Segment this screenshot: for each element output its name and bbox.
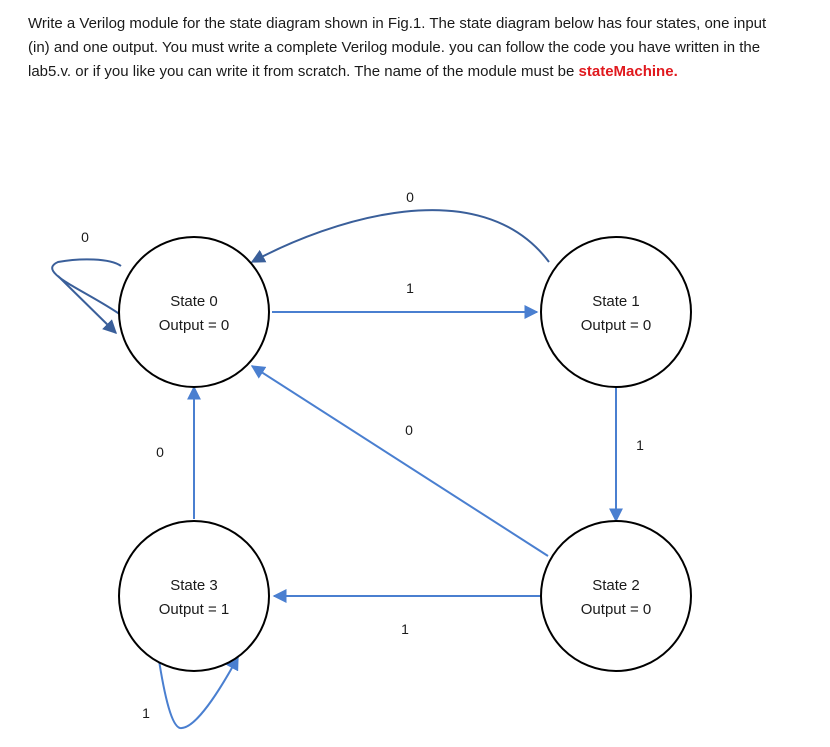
state-1-circle: [541, 237, 691, 387]
transition-s1-to-s0: [252, 210, 549, 262]
problem-text: Write a Verilog module for the state diagram shown in Fig.1. The state diagram below has four states, one input (in) and one output. You must write a complete Verilog module. you can follow the code you have written in the lab5.v. or if you like you can write it from scratch. The name of the module must be: [28, 15, 767, 80]
label-s0-to-s1: 1: [406, 280, 414, 296]
state-0: [119, 237, 269, 387]
state-3-output: Output = 1: [158, 601, 230, 618]
state-0-output: Output = 0: [158, 317, 230, 334]
state-2: [541, 521, 691, 671]
state-0-circle: [119, 237, 269, 387]
transition-s0-self: [52, 259, 121, 315]
transition-s2-to-s0: [252, 366, 548, 556]
label-s3-to-s0: 0: [156, 444, 164, 460]
transition-s0-self-arrow: [58, 276, 116, 333]
label-s2-to-s0: 0: [405, 422, 413, 438]
state-3-circle: [119, 521, 269, 671]
state-2-name: State 2: [592, 577, 640, 594]
state-1: [541, 237, 691, 387]
state-1-output: Output = 0: [580, 317, 652, 334]
label-s0-self: 0: [81, 229, 89, 245]
label-s3-self: 1: [142, 705, 150, 721]
module-name: stateMachine.: [578, 63, 678, 80]
state-3-name: State 3: [170, 577, 218, 594]
state-0-name: State 0: [170, 293, 218, 310]
state-1-name: State 1: [592, 293, 640, 310]
label-s1-to-s0: 0: [406, 189, 414, 205]
state-3: [119, 521, 269, 671]
state-2-circle: [541, 521, 691, 671]
label-s2-to-s3: 1: [401, 621, 409, 637]
label-s1-to-s2: 1: [636, 437, 644, 453]
state-2-output: Output = 0: [580, 601, 652, 618]
